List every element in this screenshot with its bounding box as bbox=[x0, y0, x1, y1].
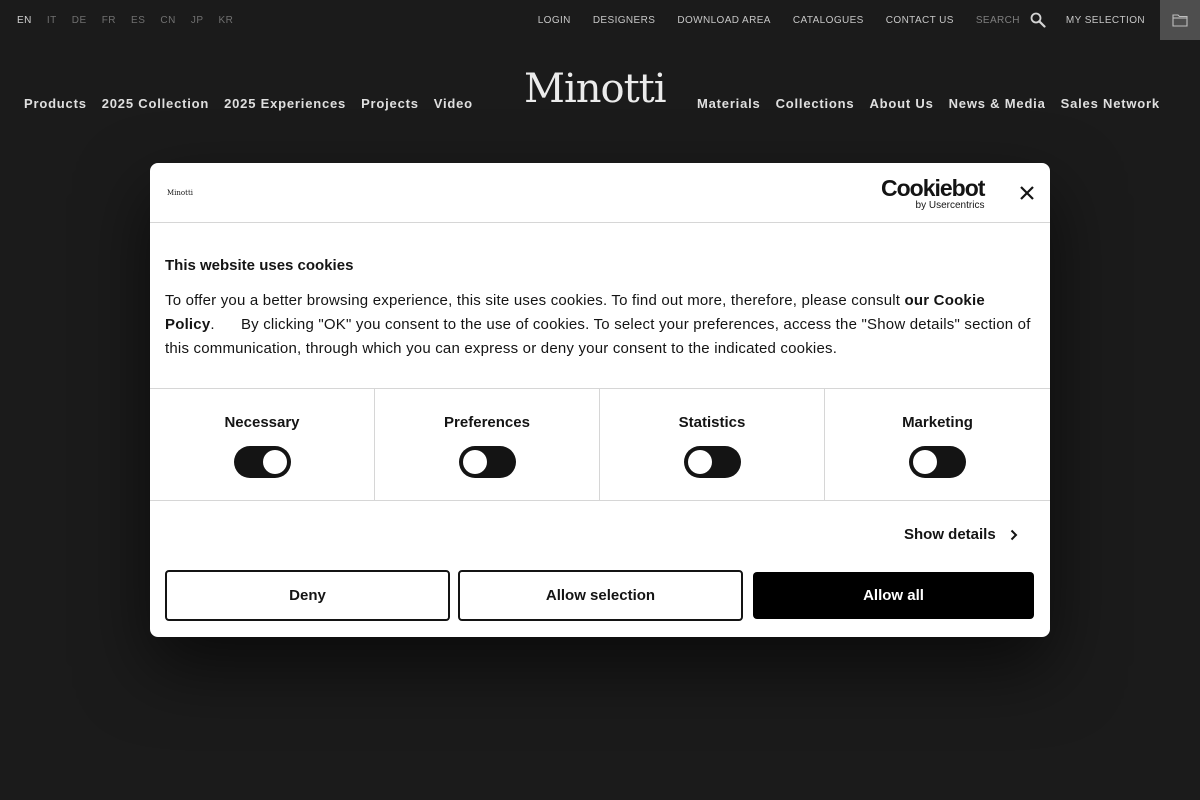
nav-2025-collection[interactable]: 2025 Collection bbox=[101, 96, 210, 111]
nav-about-us[interactable]: About Us bbox=[869, 96, 934, 111]
cookiebot-logo bbox=[881, 177, 984, 211]
nav-news-media[interactable]: News & Media bbox=[948, 96, 1046, 111]
allow-selection-button[interactable]: Allow selection bbox=[458, 570, 743, 621]
chevron-right-icon bbox=[1010, 529, 1018, 541]
login-link[interactable]: LOGIN bbox=[537, 14, 571, 26]
dialog-title: This website uses cookies bbox=[165, 257, 354, 274]
marketing-toggle[interactable] bbox=[909, 446, 966, 478]
download-area-link[interactable]: DOWNLOAD AREA bbox=[677, 14, 771, 26]
dialog-site-logo: Minotti bbox=[167, 189, 193, 197]
designers-link[interactable]: DESIGNERS bbox=[592, 14, 656, 26]
consent-buttons bbox=[165, 570, 1034, 621]
my-selection-link[interactable]: MY SELECTION bbox=[1065, 14, 1145, 26]
lang-en[interactable]: EN bbox=[17, 15, 32, 26]
nav-sales-network[interactable]: Sales Network bbox=[1060, 96, 1160, 111]
consent-categories bbox=[150, 388, 1050, 501]
dialog-body bbox=[165, 257, 1035, 361]
category-statistics bbox=[600, 389, 825, 500]
show-details-label: Show details bbox=[904, 526, 996, 543]
lang-it[interactable]: IT bbox=[46, 15, 57, 26]
marketing-label: Marketing bbox=[902, 414, 973, 431]
cookiebot-subtitle: by Usercentrics bbox=[915, 200, 985, 211]
cookie-policy-link[interactable]: our Cookie Policy bbox=[165, 292, 985, 333]
category-marketing bbox=[825, 389, 1050, 500]
nav-materials[interactable]: Materials bbox=[697, 96, 761, 111]
nav-video[interactable]: Video bbox=[433, 96, 473, 111]
statistics-label: Statistics bbox=[678, 414, 746, 431]
necessary-toggle[interactable] bbox=[234, 446, 291, 478]
show-details-link[interactable] bbox=[904, 526, 1018, 543]
preferences-toggle[interactable] bbox=[459, 446, 516, 478]
close-icon[interactable] bbox=[1018, 184, 1036, 202]
description-text-1: To offer you a better browsing experience, this site uses cookies. To find out more, therefore, please consult bbox=[165, 292, 905, 309]
deny-button[interactable]: Deny bbox=[165, 570, 450, 621]
lang-de[interactable]: DE bbox=[71, 15, 87, 26]
category-necessary bbox=[150, 389, 375, 500]
search-label: SEARCH bbox=[975, 14, 1020, 26]
lang-kr[interactable]: KR bbox=[218, 15, 234, 26]
nav-products[interactable]: Products bbox=[24, 96, 87, 111]
dialog-header bbox=[150, 163, 1050, 223]
lang-jp[interactable]: JP bbox=[190, 15, 204, 26]
nav-projects[interactable]: Projects bbox=[361, 96, 419, 111]
lang-fr[interactable]: FR bbox=[101, 15, 117, 26]
nav-2025-experiences[interactable]: 2025 Experiences bbox=[224, 96, 347, 111]
lang-cn[interactable]: CN bbox=[160, 15, 176, 26]
necessary-label: Necessary bbox=[224, 414, 300, 431]
lang-es[interactable]: ES bbox=[131, 15, 146, 26]
statistics-toggle[interactable] bbox=[684, 446, 741, 478]
site-logo[interactable]: Minotti bbox=[524, 66, 666, 112]
description-text-2: . By clicking "OK" you consent to the use of cookies. To select your preferences, access the "Show details" section of this communication, through which you can express or deny your consent to the indicated cookies. bbox=[165, 316, 1035, 357]
catalogues-link[interactable]: CATALOGUES bbox=[792, 14, 864, 26]
dialog-description bbox=[165, 289, 1035, 361]
cookiebot-name: Cookiebot bbox=[881, 175, 985, 201]
contact-us-link[interactable]: CONTACT US bbox=[885, 14, 954, 26]
category-preferences bbox=[375, 389, 600, 500]
preferences-label: Preferences bbox=[444, 414, 530, 431]
allow-all-button[interactable]: Allow all bbox=[753, 572, 1034, 619]
cookie-consent-dialog bbox=[150, 163, 1050, 637]
nav-collections[interactable]: Collections bbox=[775, 96, 855, 111]
